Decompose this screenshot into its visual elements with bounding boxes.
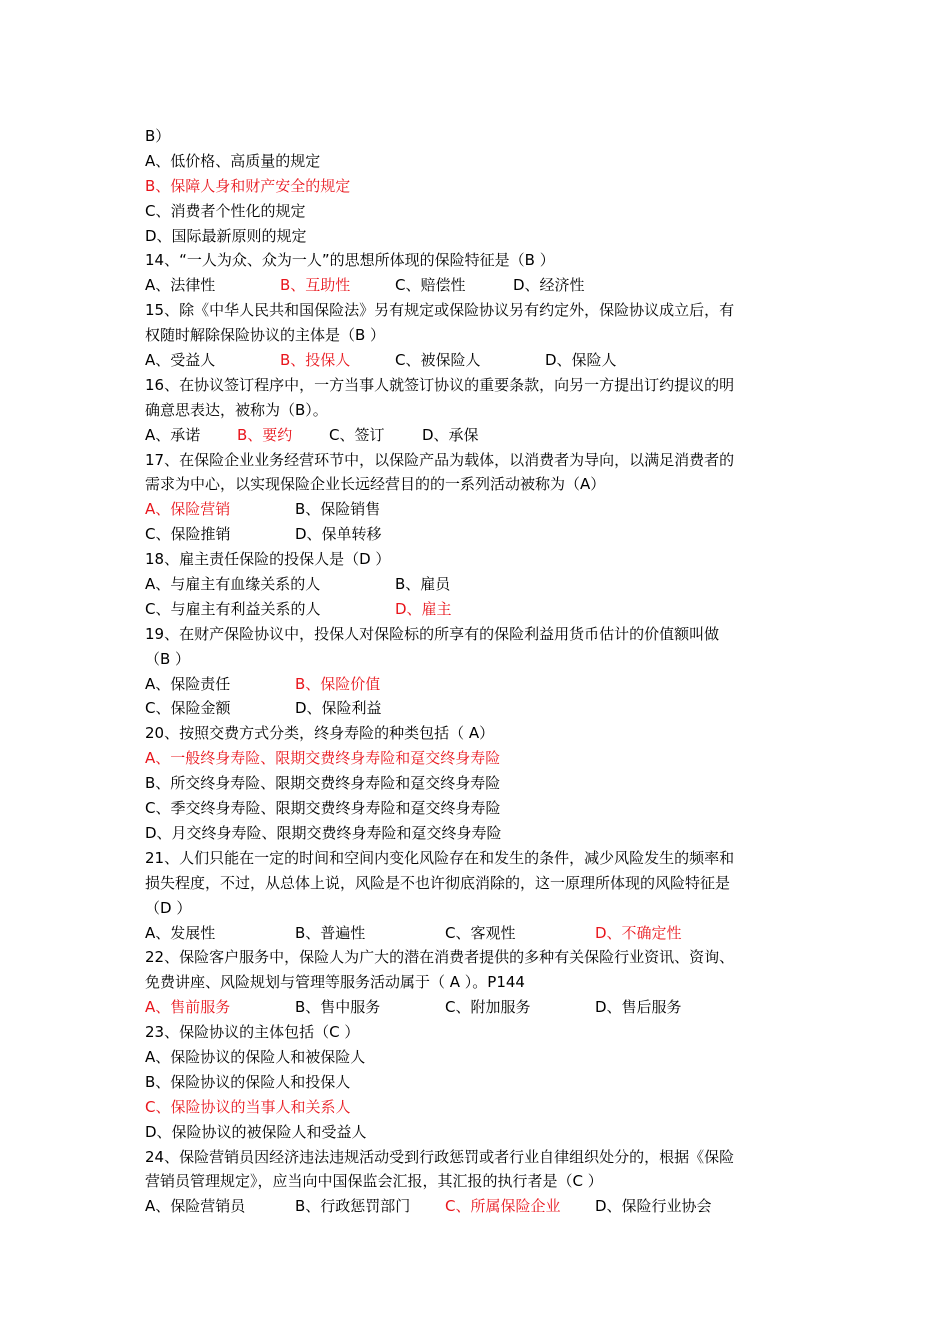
option: C、附加服务: [445, 998, 531, 1017]
text-line: 损失程度，不过，从总体上说，风险是不也许彻底消除的，这一原理所体现的风险特征是: [145, 873, 731, 892]
text-line: B）: [145, 127, 171, 145]
answer-option: B、互助性: [280, 276, 351, 295]
answer-option: A、售前服务: [145, 998, 231, 1017]
option: A、受益人: [145, 351, 216, 370]
text-line: B、保险协议的保险人和投保人: [145, 1072, 351, 1091]
option-row: [145, 597, 815, 622]
option-row: [145, 423, 815, 448]
option: A、与雇主有血缘关系的人: [145, 575, 321, 594]
option: D、保险行业协会: [595, 1197, 712, 1216]
answer-option: A、保险营销: [145, 500, 231, 519]
option-row: [145, 672, 815, 697]
option: C、保险推销: [145, 525, 231, 544]
text-line: 14、“一人为众、众为一人”的思想所体现的保险特征是（B ）: [145, 251, 555, 270]
option-row: [145, 497, 815, 522]
answer-line: C、保险协议的当事人和关系人: [145, 1097, 351, 1116]
text-line: A、保险协议的保险人和被保险人: [145, 1047, 366, 1066]
answer-option: D、雇主: [395, 599, 452, 618]
option: D、承保: [422, 425, 479, 444]
option: C、保险金额: [145, 699, 231, 718]
text-line: 15、除《中华人民共和国保险法》另有规定或保险协议另有约定外，保险协议成立后，有: [145, 301, 735, 320]
text-line: 确意思表达，被称为（B）。: [145, 400, 328, 419]
text-line: 21、人们只能在一定的时间和空间内变化风险存在和发生的条件，减少风险发生的频率和: [145, 848, 735, 867]
option: A、承诺: [145, 425, 201, 444]
option-row: [145, 995, 815, 1020]
text-line: D、月交终身寿险、限期交费终身寿险和趸交终身寿险: [145, 823, 502, 842]
option-row: [145, 1194, 815, 1219]
option: B、行政惩罚部门: [295, 1197, 411, 1216]
option: A、保险责任: [145, 674, 231, 693]
text-line: 17、在保险企业业务经营环节中，以保险产品为载体，以消费者为导向，以满足消费者的: [145, 450, 735, 469]
text-line: （D ）: [145, 898, 192, 917]
answer-option: D、不确定性: [595, 923, 682, 942]
answer-option: B、保险价值: [295, 674, 381, 693]
option: C、客观性: [445, 923, 516, 942]
option-row: [145, 572, 815, 597]
text-line: 22、保险客户服务中，保险人为广大的潜在消费者提供的多种有关保险行业资讯、资询、: [145, 948, 735, 967]
option-row: [145, 348, 815, 373]
document-page: [145, 124, 815, 1219]
option: A、法律性: [145, 276, 216, 295]
text-line: 18、雇主责任保险的投保人是（D ）: [145, 550, 391, 569]
option: D、经济性: [513, 276, 585, 295]
text-line: 23、保险协议的主体包括（C ）: [145, 1023, 360, 1042]
text-line: D、国际最新原则的规定: [145, 226, 307, 245]
answer-option: B、投保人: [280, 351, 351, 370]
option-row: [145, 273, 815, 298]
text-line: 24、保险营销员因经济违法违规活动受到行政惩罚或者行业自律组织处分的，根据《保险: [145, 1147, 735, 1166]
option: C、签订: [329, 425, 385, 444]
text-line: 权随时解除保险协议的主体是（B ）: [145, 326, 386, 345]
text-line: 需求为中心，以实现保险企业长远经营目的的一系列活动被称为（A）: [145, 475, 606, 494]
option-row: [145, 921, 815, 946]
option: A、保险营销员: [145, 1197, 246, 1216]
text-line: 20、按照交费方式分类，终身寿险的种类包括（ A）: [145, 724, 495, 743]
option: A、发展性: [145, 923, 216, 942]
answer-line: A、一般终身寿险、限期交费终身寿险和趸交终身寿险: [145, 749, 501, 768]
option: D、售后服务: [595, 998, 682, 1017]
answer-option: C、所属保险企业: [445, 1197, 561, 1216]
option: D、保险人: [545, 351, 617, 370]
text-line: A、低价格、高质量的规定: [145, 151, 321, 170]
text-line: 营销员管理规定》，应当向中国保监会汇报，其汇报的执行者是（C ）: [145, 1172, 603, 1191]
option: B、普遍性: [295, 923, 366, 942]
option: C、与雇主有利益关系的人: [145, 599, 321, 618]
text-line: D、保险协议的被保险人和受益人: [145, 1122, 367, 1141]
option-row: [145, 522, 815, 547]
answer-option: B、要约: [237, 425, 293, 444]
text-line: 免费讲座、风险规划与管理等服务活动属于（ A ）。P144: [145, 973, 525, 992]
option: B、雇员: [395, 575, 451, 594]
text-line: （B ）: [145, 649, 191, 668]
text-line: B、所交终身寿险、限期交费终身寿险和趸交终身寿险: [145, 774, 501, 793]
option: C、被保险人: [395, 351, 481, 370]
text-line: C、消费者个性化的规定: [145, 201, 306, 220]
option: D、保险利益: [295, 699, 382, 718]
answer-line: B、保障人身和财产安全的规定: [145, 176, 351, 195]
option: C、赔偿性: [395, 276, 466, 295]
text-line: 16、在协议签订程序中，一方当事人就签订协议的重要条款，向另一方提出订约提议的明: [145, 375, 735, 394]
option: B、保险销售: [295, 500, 381, 519]
text-line: C、季交终身寿险、限期交费终身寿险和趸交终身寿险: [145, 799, 501, 818]
text-line: 19、在财产保险协议中，投保人对保险标的所享有的保险利益用货币估计的价值额叫做: [145, 624, 720, 643]
option: B、售中服务: [295, 998, 381, 1017]
option: D、保单转移: [295, 525, 382, 544]
option-row: [145, 696, 815, 721]
